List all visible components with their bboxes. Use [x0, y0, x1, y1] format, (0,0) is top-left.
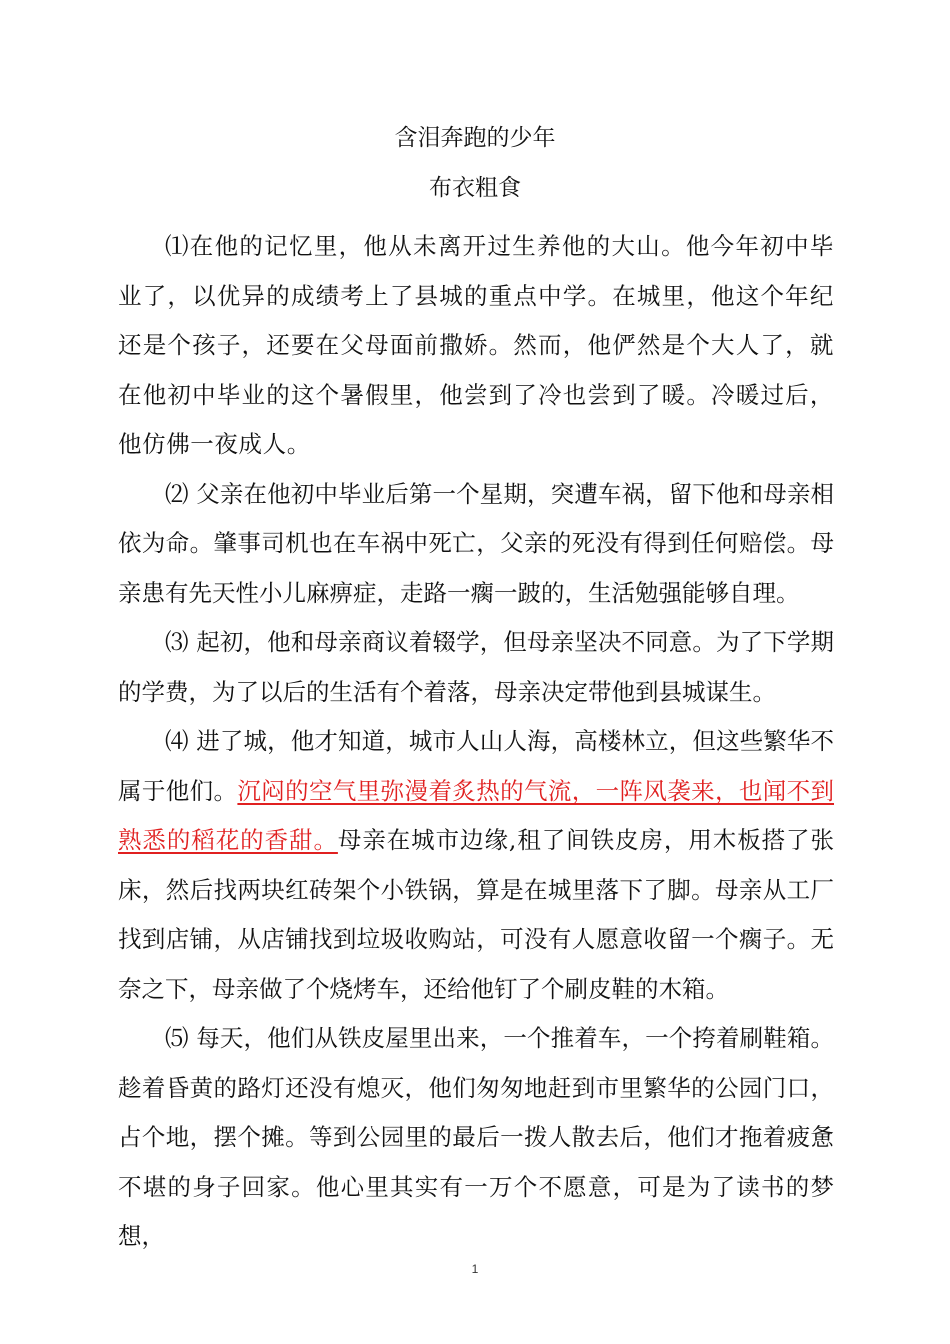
- document-author: 布衣粗食: [429, 175, 521, 201]
- document-body: [118, 222, 834, 1262]
- highlighted-sentence: 沉闷的空气里弥漫着炙热的气流，一阵风袭来，也闻不到熟悉的稻花的香甜。: [118, 776, 835, 854]
- paragraph-5: ⑸ 每天，他们从铁皮屋里出来，一个推着车，一个挎着刷鞋箱。趁着昏黄的路灯还没有熄灭，他们匆匆地赶到市里繁华的公园门口，占个地，摆个摊。等到公园里的最后一拨人散去后，他们才拖着疲惫不堪的身子回家。他心里其实有一万个不愿意，可是为了读书的梦想，: [118, 1024, 834, 1250]
- paragraph-2: ⑵ 父亲在他初中毕业后第一个星期，突遭车祸，留下他和母亲相依为命。肇事司机也在车祸中死亡，父亲的死没有得到任何赔偿。母亲患有先天性小儿麻痹症，走路一瘸一跛的，生活勉强能够自理。: [118, 479, 834, 607]
- paragraph-4-rest: 母亲在城市边缘,租了间铁皮房，用木板搭了张床，然后找两块红砖架个小铁锅，算是在城里落下了脚。母亲从工厂找到店铺，从店铺找到垃圾收购站，可没有人愿意收留一个瘸子。无奈之下，母亲做了个烧烤车，还给他钉了个刷皮鞋的木箱。: [118, 826, 834, 1003]
- paragraph-4: [118, 717, 834, 1014]
- document-title: 含泪奔跑的少年: [394, 125, 556, 151]
- paragraph-3: ⑶ 起初，他和母亲商议着辍学，但母亲坚决不同意。为了下学期的学费，为了以后的生活有个着落，母亲决定带他到县城谋生。: [118, 628, 834, 706]
- paragraph-1: ⑴在他的记忆里，他从未离开过生养他的大山。他今年初中毕业了，以优异的成绩考上了县城的重点中学。在城里，他这个年纪还是个孩子，还要在父母面前撒娇。然而，他俨然是个大人了，就在他初中毕业的这个暑假里，他尝到了冷也尝到了暖。冷暖过后，他仿佛一夜成人。: [118, 232, 834, 458]
- page-number: 1: [471, 1262, 479, 1276]
- paragraph-4-lead: ⑷ 进了城，他才知道，城市人山人海，高楼林立，但这些繁华不属于他们。: [118, 727, 834, 805]
